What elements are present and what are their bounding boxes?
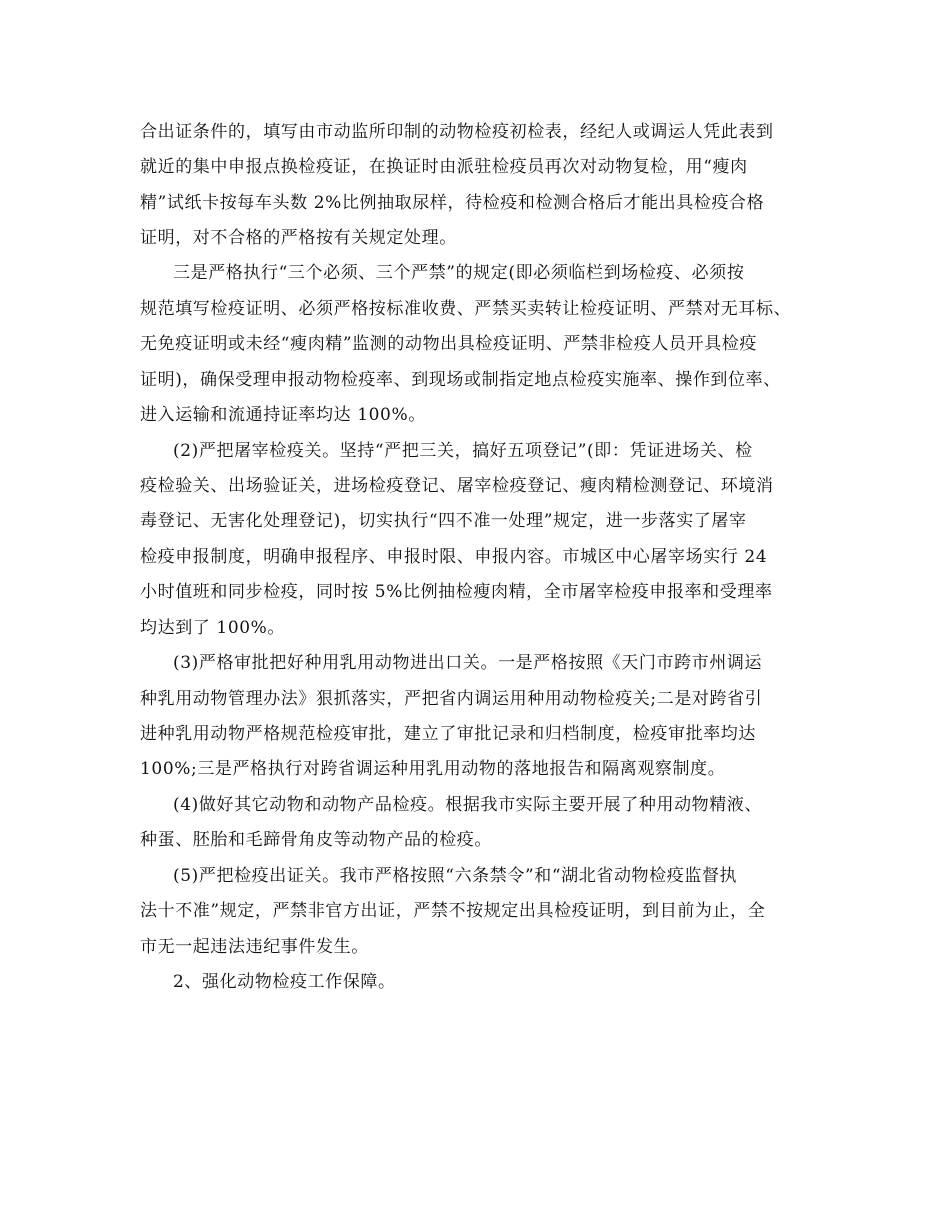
text-line: 种蛋、胚胎和毛蹄骨角皮等动物产品的检疫。 [140,830,492,850]
paragraph-first-line: (2)严把屠宰检疫关。坚持“严把三关，搞好五项登记”(即：凭证进场关、检 [173,441,753,461]
text-line: 检疫申报制度，明确申报程序、申报时限、申报内容。市城区中心屠宰场实行 24 [140,547,768,567]
paragraph-first-line: (3)严格审批把好种用乳用动物进出口关。一是严格按照《天门市跨市州调运 [173,653,763,673]
text-line: 规范填写检疫证明、必须严格按标准收费、严禁买卖转让检疫证明、严禁对无耳标、 [140,299,792,319]
text-line: 进种乳用动物严格规范检疫审批，建立了审批记录和归档制度，检疫审批率均达 [140,724,756,744]
text-line: 证明)，确保受理申报动物检疫率、到现场或制指定地点检疫实施率、操作到位率、 [140,370,781,390]
text-line: 证明，对不合格的严格按有关规定处理。 [140,228,457,248]
text-line: 进入运输和流通持证率均达 100%。 [140,405,426,425]
text-line: 市无一起违法违纪事件发生。 [140,937,369,957]
text-line: 均达到了 100%。 [140,618,286,638]
section-heading: 2、强化动物检疫工作保障。 [173,972,396,992]
text-line: 无免疫证明或未经“瘦肉精”监测的动物出具检疫证明、严禁非检疫人员开具检疫 [140,334,757,354]
paragraph-first-line: (5)严把检疫出证关。我市严格按照“六条禁令”和“湖北省动物检疫监督执 [173,866,738,886]
paragraph-first-line: 三是严格执行“三个必须、三个严禁”的规定(即必须临栏到场检疫、必须按 [173,263,745,283]
text-line: 100%;三是严格执行对跨省调运种用乳用动物的落地报告和隔离观察制度。 [140,759,726,779]
text-line: 小时值班和同步检疫，同时按 5%比例抽检瘦肉精，全市屠宰检疫申报率和受理率 [140,582,773,602]
text-line: 毒登记、无害化处理登记)，切实执行“四不准一处理”规定，进一步落实了屠宰 [140,511,747,531]
text-line: 疫检验关、出场验证关，进场检疫登记、屠宰检疫登记、瘦肉精检测登记、环境消 [140,476,774,496]
paragraph-first-line: (4)做好其它动物和动物产品检疫。根据我市实际主要开展了种用动物精液、 [173,795,763,815]
text-line: 就近的集中申报点换检疫证，在换证时由派驻检疫员再次对动物复检，用“瘦肉 [140,157,748,177]
text-line: 合出证条件的，填写由市动监所印制的动物检疫初检表，经纪人或调运人凭此表到 [140,122,774,142]
text-line: 种乳用动物管理办法》狠抓落实，严把省内调运用种用动物检疫关;二是对跨省引 [140,689,763,709]
text-line: 精”试纸卡按每车头数 2%比例抽取尿样，待检疫和检测合格后才能出具检疫合格 [140,193,765,213]
text-line: 法十不准”规定，严禁非官方出证，严禁不按规定出具检疫证明，到目前为止，全 [140,901,766,921]
